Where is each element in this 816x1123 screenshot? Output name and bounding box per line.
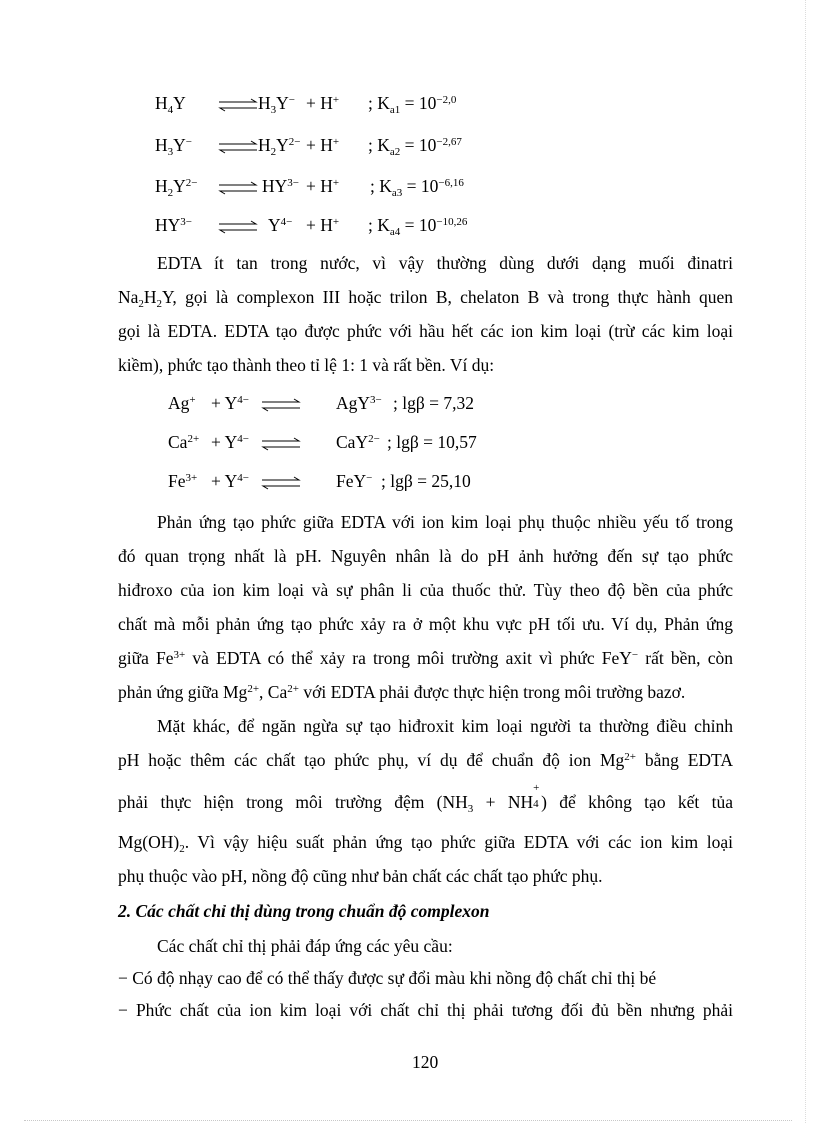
complex-product: AgY$^{3-}$ <box>336 393 382 413</box>
page-border-bottom <box>24 1120 792 1121</box>
paragraph-line: EDTA ít tan trong nước, vì vậy thường dùng dưới dạng muối đinatri <box>157 253 733 273</box>
paragraph-line: giữa $Fe^{3+}$ và EDTA có thể xảy ra trong môi trường axit vì phức FeY− rất bền, còn <box>118 648 733 668</box>
paragraph-line: phải thực hiện trong môi trường đệm ($NH_3$ + NH + 4 ) để không tạo kết tủa <box>118 782 733 815</box>
ligand: + $Y^{4-}$ <box>211 393 249 413</box>
acid-species: $HY^{3-}$ <box>155 215 192 235</box>
paragraph-line: Các chất chỉ thị phải đáp ứng các yêu cầu: <box>157 936 453 956</box>
ligand: + $Y^{4-}$ <box>211 432 249 452</box>
equilibrium-arrow-icon <box>218 181 258 195</box>
ka-constant: ; $K_{a1} = 10^{-2,0}$ <box>368 93 457 116</box>
acid-species: $H_3Y^-$ <box>155 135 192 158</box>
list-item: − Phức chất của ion kim loại với chất chỉ thị phải tương đối đủ bền nhưng phải <box>118 1000 733 1020</box>
paragraph-line: chất mà mỗi phản ứng tạo phức xảy ra ở một khu vực pH tối ưu. Ví dụ, Phản ứng <box>118 614 733 634</box>
ligand: + $Y^{4-}$ <box>211 471 249 491</box>
metal-ion: Ag+ <box>168 393 196 413</box>
section-heading: 2. Các chất chỉ thị dùng trong chuẩn độ complexon <box>118 901 490 921</box>
paragraph-line: phản ứng giữa $Mg^{2+}$, $Ca^{2+}$ với EDTA phải được thực hiện trong môi trường bazơ. <box>118 682 686 702</box>
equilibrium-arrow-icon <box>261 437 301 451</box>
stability-constant: ; lgβ = 25,10 <box>381 471 471 491</box>
page-border-right <box>805 0 806 1123</box>
metal-ion: $Ca^{2+}$ <box>168 432 200 452</box>
metal-ion: $Fe^{3+}$ <box>168 471 198 491</box>
paragraph-line: Phản ứng tạo phức giữa EDTA với ion kim loại phụ thuộc nhiều yếu tố trong <box>157 512 733 532</box>
acid-species: $H_4Y$ <box>155 93 186 116</box>
equilibrium-arrow-icon <box>261 476 301 490</box>
ka-constant: ; $K_{a3} = 10^{-6,16}$ <box>370 176 464 199</box>
product-species: $H_2Y^{2-}$ <box>258 135 301 158</box>
list-item: − Có độ nhạy cao để có thể thấy được sự đổi màu khi nồng độ chất chỉ thị bé <box>118 968 657 988</box>
ka-constant: ; $K_{a4} = 10^{-10,26}$ <box>368 215 468 238</box>
stability-constant: ; lgβ = 10,57 <box>387 432 477 452</box>
stability-constant: ; lgβ = 7,32 <box>393 393 474 413</box>
ka-constant: ; $K_{a2} = 10^{-2,67}$ <box>368 135 462 158</box>
product-species: $HY^{3-}$ <box>262 176 299 196</box>
proton: + H+ <box>306 215 340 235</box>
page-number: 120 <box>412 1052 439 1072</box>
proton: + H+ <box>306 93 340 113</box>
paragraph-line: phụ thuộc vào pH, nồng độ cũng như bản chất các chất tạo phức phụ. <box>118 866 603 886</box>
paragraph-line: hiđroxo của ion kim loại và sự phân li của thuốc thử. Tùy theo độ bền của phức <box>118 580 733 600</box>
paragraph-line: Mặt khác, để ngăn ngừa sự tạo hiđroxit kim loại người ta thường điều chỉnh <box>157 716 733 736</box>
equilibrium-arrow-icon <box>218 140 258 154</box>
product-species: $H_3Y^-$ <box>258 93 295 116</box>
equilibrium-arrow-icon <box>218 220 258 234</box>
acid-species: $H_2Y^{2-}$ <box>155 176 198 199</box>
complex-product: FeY− <box>336 471 373 491</box>
paragraph-line: kiềm), phức tạo thành theo tỉ lệ 1: 1 và rất bền. Ví dụ: <box>118 355 495 375</box>
paragraph-line: $Na_2H_2Y$, gọi là complexon III hoặc trilon B, chelaton B và trong thực hành quen <box>118 287 733 310</box>
equilibrium-arrow-icon <box>261 398 301 412</box>
complex-product: CaY$^{2-}$ <box>336 432 380 452</box>
proton: + H+ <box>306 135 340 155</box>
paragraph-line: pH hoặc thêm các chất tạo phức phụ, ví dụ để chuẩn độ ion $Mg^{2+}$ bằng EDTA <box>118 750 733 770</box>
paragraph-line: gọi là EDTA. EDTA tạo được phức với hầu hết các ion kim loại (trừ các kim loại <box>118 321 733 341</box>
paragraph-line: $Mg(OH)_2$. Vì vậy hiệu suất phản ứng tạo phức giữa EDTA với các ion kim loại <box>118 832 733 855</box>
product-species: $Y^{4-}$ <box>268 215 293 235</box>
equilibrium-arrow-icon <box>218 98 258 112</box>
proton: + H+ <box>306 176 340 196</box>
paragraph-line: đó quan trọng nhất là pH. Nguyên nhân là do pH ảnh hưởng đến sự tạo phức <box>118 546 733 566</box>
